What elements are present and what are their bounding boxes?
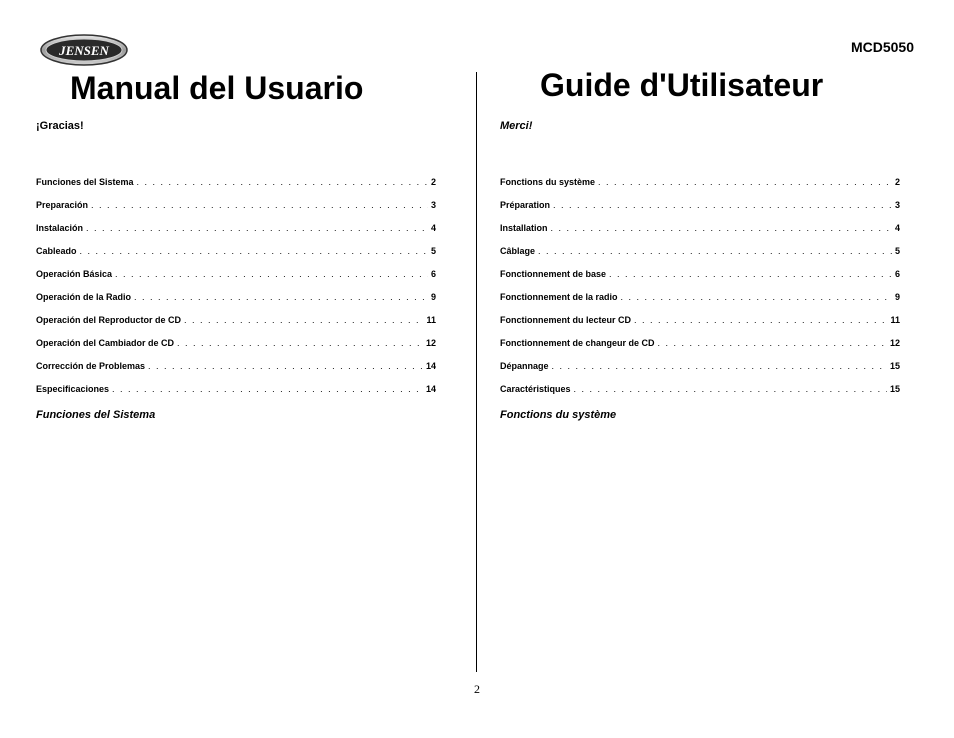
toc-dot-leader [658, 338, 887, 348]
toc-entry[interactable] [500, 338, 900, 361]
toc-entry[interactable] [500, 292, 900, 315]
toc-entry-page: 11 [426, 315, 436, 325]
toc-entry-title: Preparación [36, 200, 89, 210]
toc-entry-title: Operación del Cambiador de CD [36, 338, 175, 348]
toc-entry-page: 12 [425, 338, 436, 348]
toc-entry-page: 15 [889, 384, 900, 394]
toc-dot-leader [177, 338, 423, 348]
toc-dot-leader [91, 200, 428, 210]
toc-entry[interactable] [36, 223, 436, 246]
toc-entry[interactable] [500, 223, 900, 246]
toc-entry-page: 9 [894, 292, 900, 302]
toc-dot-leader [634, 315, 887, 325]
toc-entry[interactable] [500, 361, 900, 384]
toc-entry-page: 2 [894, 177, 900, 187]
toc-entry[interactable] [500, 200, 900, 223]
toc-entry-title: Corrección de Problemas [36, 361, 146, 371]
intro-heading-spanish: ¡Gracias! [36, 120, 84, 132]
table-of-contents-spanish [36, 177, 436, 407]
toc-entry[interactable] [36, 177, 436, 200]
toc-dot-leader [115, 269, 428, 279]
toc-entry-title: Fonctionnement de changeur de CD [500, 338, 655, 348]
toc-entry-title: Câblage [500, 246, 536, 256]
toc-dot-leader [552, 361, 887, 371]
toc-dot-leader [621, 292, 892, 302]
toc-entry[interactable] [36, 384, 436, 407]
jensen-logo [40, 34, 128, 66]
toc-entry-title: Fonctions du système [500, 177, 596, 187]
toc-dot-leader [148, 361, 423, 371]
toc-dot-leader [134, 292, 428, 302]
column-divider [476, 72, 477, 672]
section-heading-spanish: Funciones del Sistema [36, 409, 156, 421]
toc-dot-leader [80, 246, 428, 256]
toc-entry[interactable] [36, 200, 436, 223]
toc-entry-title: Préparation [500, 200, 551, 210]
toc-entry-page: 14 [425, 384, 436, 394]
toc-entry-title: Fonctionnement du lecteur CD [500, 315, 632, 325]
toc-dot-leader [551, 223, 892, 233]
toc-entry-page: 4 [430, 223, 436, 233]
table-of-contents-french [500, 177, 900, 407]
toc-entry-page: 4 [894, 223, 900, 233]
toc-entry-page: 6 [430, 269, 436, 279]
toc-dot-leader [184, 315, 423, 325]
toc-entry[interactable] [500, 315, 900, 338]
toc-entry[interactable] [36, 338, 436, 361]
toc-entry[interactable] [500, 177, 900, 200]
model-number: MCD5050 [850, 39, 914, 55]
toc-entry-page: 12 [889, 338, 900, 348]
logo-text: JENSEN [59, 43, 109, 58]
toc-entry[interactable] [500, 269, 900, 292]
toc-entry[interactable] [36, 315, 436, 338]
toc-entry[interactable] [36, 269, 436, 292]
toc-entry[interactable] [36, 361, 436, 384]
toc-dot-leader [137, 177, 428, 187]
jensen-logo-graphic [40, 34, 128, 66]
page-title-french: Guide d'Utilisateur [540, 67, 824, 103]
toc-entry-page: 3 [430, 200, 436, 210]
toc-dot-leader [86, 223, 428, 233]
toc-entry-page: 2 [430, 177, 436, 187]
toc-entry[interactable] [36, 292, 436, 315]
toc-entry-title: Operación del Reproductor de CD [36, 315, 182, 325]
toc-dot-leader [609, 269, 892, 279]
toc-dot-leader [553, 200, 892, 210]
toc-entry-title: Operación Básica [36, 269, 113, 279]
section-heading-french: Fonctions du système [500, 409, 617, 421]
toc-entry[interactable] [500, 246, 900, 269]
page-number: 2 [474, 682, 480, 696]
toc-entry[interactable] [36, 246, 436, 269]
toc-entry[interactable] [500, 384, 900, 407]
toc-entry-page: 14 [425, 361, 436, 371]
toc-entry-page: 9 [430, 292, 436, 302]
toc-entry-title: Funciones del Sistema [36, 177, 134, 187]
toc-entry-page: 15 [889, 361, 900, 371]
page-title-spanish: Manual del Usuario [70, 70, 364, 106]
toc-entry-title: Installation [500, 223, 548, 233]
toc-entry-page: 6 [894, 269, 900, 279]
toc-dot-leader [598, 177, 892, 187]
toc-entry-page: 3 [894, 200, 900, 210]
toc-entry-title: Especificaciones [36, 384, 110, 394]
toc-entry-title: Fonctionnement de la radio [500, 292, 618, 302]
toc-dot-leader [538, 246, 892, 256]
toc-entry-title: Fonctionnement de base [500, 269, 607, 279]
intro-heading-french: Merci! [500, 120, 533, 132]
toc-entry-page: 11 [890, 315, 900, 325]
toc-entry-title: Instalación [36, 223, 84, 233]
toc-entry-title: Caractéristiques [500, 384, 571, 394]
toc-dot-leader [112, 384, 423, 394]
toc-entry-title: Dépannage [500, 361, 549, 371]
toc-dot-leader [574, 384, 887, 394]
toc-entry-title: Operación de la Radio [36, 292, 132, 302]
toc-entry-title: Cableado [36, 246, 77, 256]
toc-entry-page: 5 [430, 246, 436, 256]
toc-entry-page: 5 [894, 246, 900, 256]
